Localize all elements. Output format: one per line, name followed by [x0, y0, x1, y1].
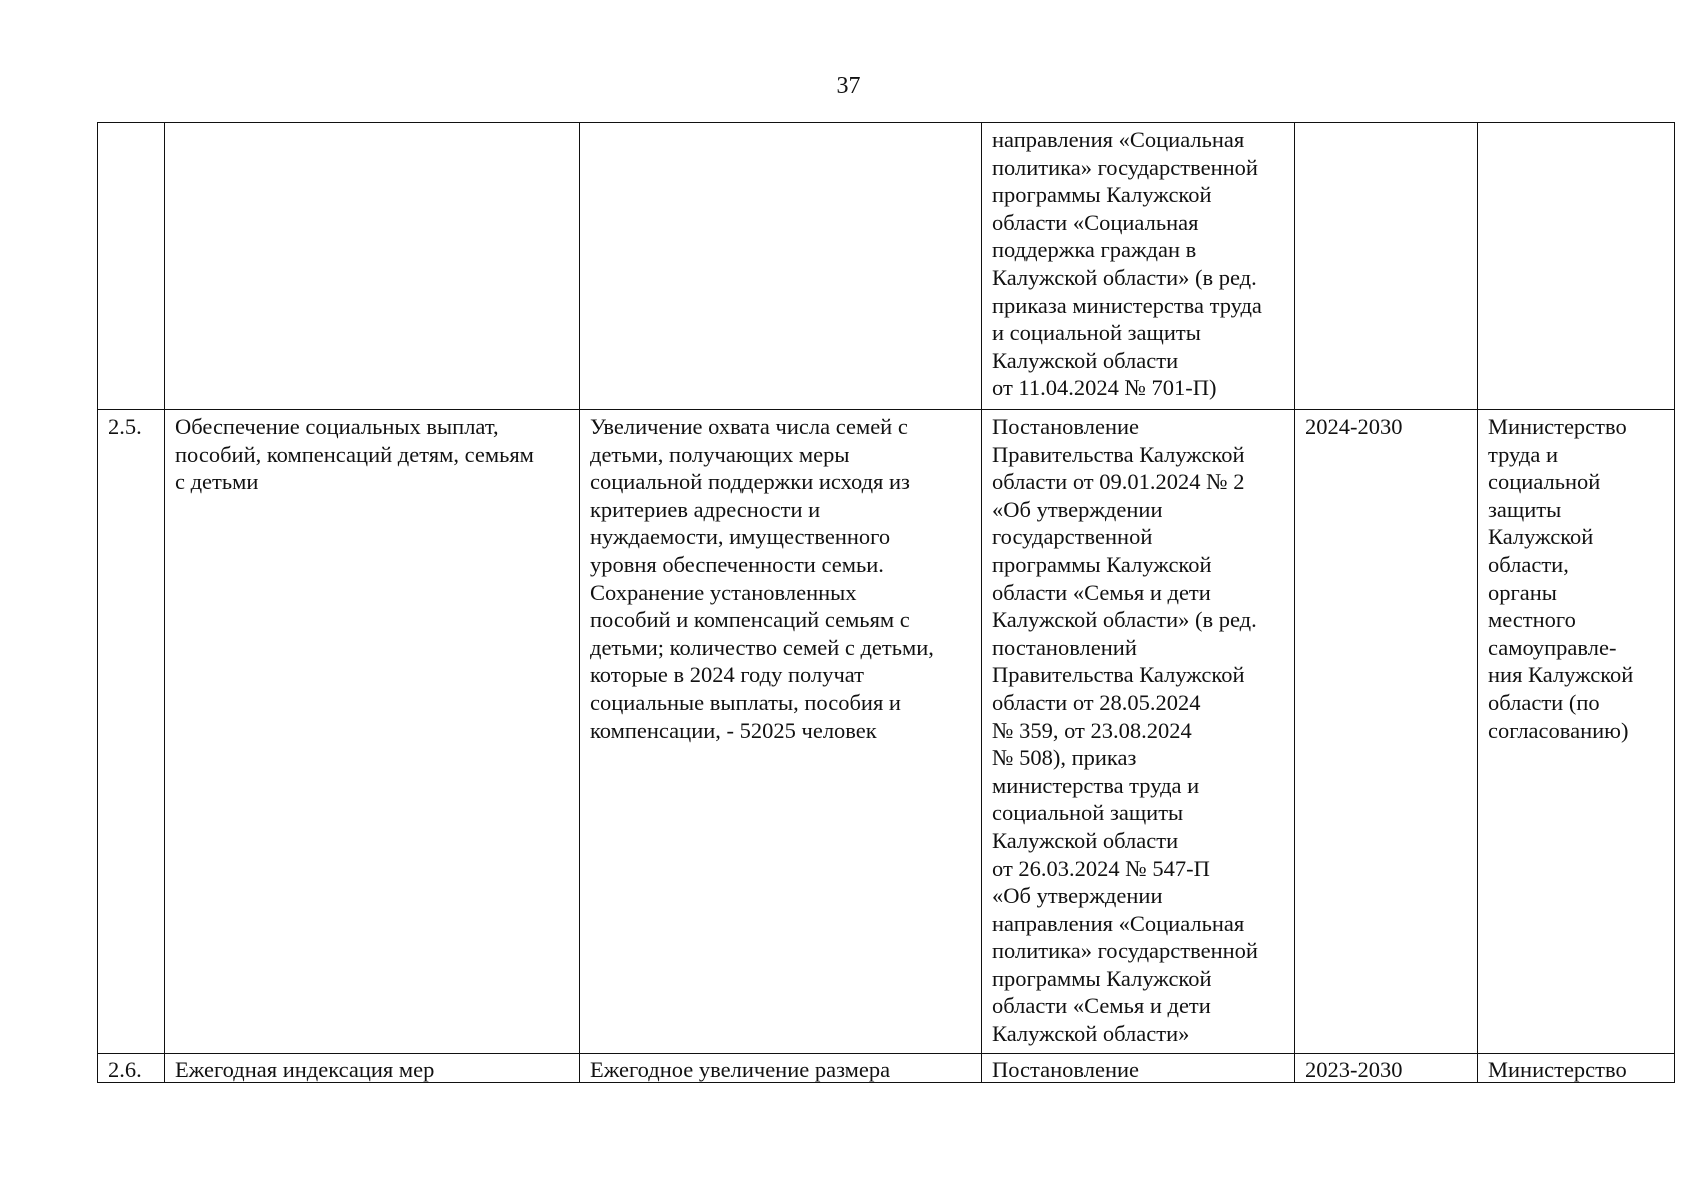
cell-executor [1478, 123, 1675, 410]
cell-expected-result: Увеличение охвата числа семей с детьми, получающих меры социальной поддержки исходя из критериев адресности и нуждаемости, имущественного уровня обеспеченности семьи. Сохранение установленных пособий и компенсаций семьям с детьми; количество семей с детьми, которые в 2024 году получат социальные выплаты, пособия и компенсации, - 52025 человек [580, 410, 982, 1054]
cell-expected-result-text: Ежегодное увеличение размера [590, 1057, 891, 1082]
cell-number: 2.5. [98, 410, 165, 1054]
table-row-2-6 [98, 1054, 1675, 1083]
cell-legal-basis: Постановление Правительства Калужской области от 09.01.2024 № 2 «Об утверждении государственной программы Калужской области «Семья и дети Калужской области» (в ред. постановлений Правительства Калужской области от 28.05.2024 № 359, от 23.08.2024 № 508), приказ министерства труда и социальной защиты Калужской области от 26.03.2024 № 547-П «Об утверждении направления «Социальная политика» государственной программы Калужской области «Семья и дети Калужской области» [982, 410, 1295, 1054]
cell-period [1295, 123, 1478, 410]
cell-executor-text: Министерство [1488, 1057, 1627, 1082]
cell-measure-name: Обеспечение социальных выплат, пособий, компенсаций детям, семьям с детьми [165, 410, 580, 1054]
cell-number [98, 123, 165, 410]
cell-number-text: 2.6. [108, 1057, 142, 1082]
measures-table [97, 122, 1675, 1083]
cell-measure-name [165, 1054, 580, 1083]
cell-legal-basis-text: Постановление [992, 1057, 1140, 1082]
cell-measure-name [165, 123, 580, 410]
cell-expected-result [580, 1054, 982, 1083]
table-row-2-5 [98, 410, 1675, 1054]
cell-executor: Министерство труда и социальной защиты Калужской области, органы местного самоуправле- ния Калужской области (по согласованию) [1478, 410, 1675, 1054]
cell-period: 2024-2030 [1295, 410, 1478, 1054]
cell-legal-basis [982, 1054, 1295, 1083]
cell-expected-result [580, 123, 982, 410]
cell-measure-name-text: Ежегодная индексация мер [175, 1057, 435, 1082]
cell-executor [1478, 1054, 1675, 1083]
cell-period-text: 2023-2030 [1305, 1057, 1403, 1082]
cell-number [98, 1054, 165, 1083]
table-row-continuation [98, 123, 1675, 410]
cell-legal-basis: направления «Социальная политика» государственной программы Калужской области «Социальная поддержка граждан в Калужской области» (в ред. приказа министерства труда и социальной защиты Калужской области от 11.04.2024 № 701-П) [982, 123, 1295, 410]
cell-period [1295, 1054, 1478, 1083]
page-number: 37 [836, 73, 861, 99]
